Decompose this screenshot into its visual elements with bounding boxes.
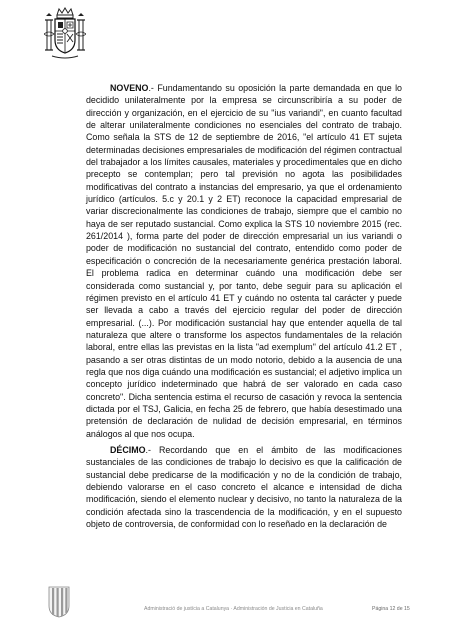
catalonia-senyera-logo-icon — [48, 586, 70, 618]
page-number: Página 12 de 15 — [372, 606, 410, 612]
paragraph-text: .- Fundamentando su oposición la parte demandada en que lo decidido unilateralmente por la empresa se circunscribiría a su poder de dirección y organización, en el ejercicio de su "ius variandi", en cuanto facultad de alterar unilateralmente condiciones no esenciales del contrato de trabajo. Como señala la STS de 12 de septiembre de 2016, "el artículo 41 ET sujeta determinadas decisiones empresariales de modificación del régimen contractual del trabajador a los límites causales, materiales y procedimentales que en dicho precepto se contemplan; pero tal previsión no agota las posibilidades modificativas del contrato a instancias del empresario, ya que el ordenamiento jurídico (artículos. 5.c y 20.1 y 2 ET) reconoce la capacidad empresarial de variar discrecionalmente las condiciones de trabajo, siempre que el cambio no haya de ser reputado sustancial. Como explica la STS 10 noviembre 2015 (rec. 261/2014 ), forma parte del poder de dirección empresarial un ius variandi o poder de modificación no sustancial del contrato, entendido como poder de especificación o concreción de la necesariamente genérica prestación laboral. El problema radica en determinar cuándo una modificación debe ser considerada como sustancial y, por tanto, debe seguir para su aplicación el régimen previsto en el artículo 41 ET y cuándo no ostenta tal carácter y puede ser llevada a cabo a través del ejercicio regular del poder de dirección empresarial. (...). Por modificación sustancial hay que entender aquella de tal naturaleza que altere o transforme los aspectos fundamentales de la relación laboral, entre ellas las previstas en la lista "ad exemplum" del artículo 41.2 ET , pasando a ser otras distintas de un modo notorio, debido a la ausencia de una regla que nos diga cuándo una modificación es sustancial; el adjetivo implica un concepto jurídico indeterminado que habrá de ser valorado en cada caso concreto". Dicha sentencia estima el recurso de casación y revoca la sentencia dictada por el TSJ, Galicia, en fecha 25 de febrero, que había desestimado una pretensión de declaración de nulidad de decisión empresarial, en términos análogos al que nos ocupa. — [86, 83, 402, 439]
document-body — [86, 82, 402, 534]
paragraph-noveno — [86, 82, 402, 440]
spain-coat-of-arms-icon — [44, 6, 86, 62]
paragraph-text: .- Recordando que en el ámbito de las modificaciones sustanciales de las condiciones de trabajo lo decisivo es que la calificación de sustancial debe predicarse de la modificación y no de la condición de trabajo, debiendo valorarse en el caso concreto el alcance e intensidad de dicha modificación, siendo el elemento nuclear y decisivo, no tanto la naturaleza de la condición afectada sino la trascendencia de la modificación, y en el supuesto objeto de controversia, de conformidad con lo reseñado en la declaración de — [86, 444, 402, 530]
paragraph-heading: DÉCIMO — [110, 444, 146, 455]
paragraph-decimo — [86, 444, 402, 530]
footer-institution-text: Administració de justícia a Catalunya · Administración de Justicia en Cataluña — [144, 606, 323, 612]
paragraph-heading: NOVENO — [110, 83, 149, 93]
